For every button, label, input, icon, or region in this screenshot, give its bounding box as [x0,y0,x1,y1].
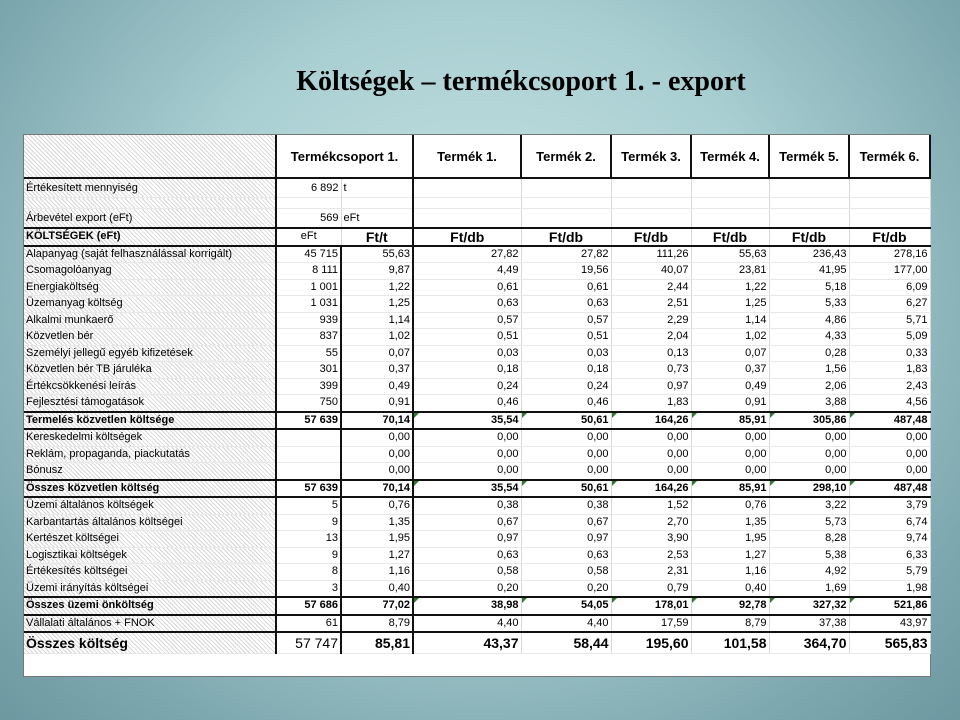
product-cost-cell: 2,06 [769,378,849,395]
product-cost-cell: 0,20 [413,580,521,597]
product-cost-cell: 2,70 [611,514,691,531]
product-cost-cell: 2,53 [611,547,691,564]
row-label: Üzemi irányítás költségei [24,580,276,597]
table-row [24,246,930,263]
product-cost-cell: 5,09 [849,329,930,346]
product-cost-cell: 0,00 [413,463,521,480]
volume-cell: 8 111 [276,263,341,280]
spacer-label [24,198,276,209]
header-row [24,135,930,178]
row-label: Logisztikai költségek [24,547,276,564]
table-row [24,279,930,296]
product-cost-cell: 85,91 [691,480,769,498]
header-corner [24,135,276,178]
product-cost-cell: 1,27 [691,547,769,564]
volume-cell: 57 686 [276,597,341,615]
group-cost-cell: 0,91 [341,395,413,412]
product-cost-cell: 2,31 [611,564,691,581]
product-cost-cell: 1,14 [691,312,769,329]
volume-cell [276,463,341,480]
group-cost-cell: 77,02 [341,597,413,615]
row-label: Termelés közvetlen költsége [24,412,276,430]
group-cost-cell: 0,00 [341,463,413,480]
product-cost-cell: 1,35 [691,514,769,531]
group-cost-cell: 0,76 [341,497,413,514]
table-row [24,345,930,362]
product-cost-cell: 0,49 [691,378,769,395]
volume-cell: 9 [276,547,341,564]
empty-cell [341,198,413,209]
product-cost-cell: 305,86 [769,412,849,430]
product-cost-cell: 3,88 [769,395,849,412]
product-cost-cell: 2,29 [611,312,691,329]
table-row [24,564,930,581]
group-cost-cell: 70,14 [341,412,413,430]
product-cost-cell: 9,74 [849,531,930,548]
product-header: Termék 6. [849,135,930,178]
table-row [24,412,930,430]
volume-cell: 939 [276,312,341,329]
product-cost-cell: 4,33 [769,329,849,346]
product-cost-cell: 0,00 [769,429,849,446]
product-cost-cell: 0,28 [769,345,849,362]
empty-cell [769,198,849,209]
product-cost-cell: 0,63 [521,296,611,313]
volume-cell: 13 [276,531,341,548]
empty-cell [521,198,611,209]
group-cost-cell: 1,25 [341,296,413,313]
product-cost-cell: 0,97 [521,531,611,548]
product-cost-cell: 40,07 [611,263,691,280]
row-label: Kertészet költségei [24,531,276,548]
product-cost-cell: 92,78 [691,597,769,615]
volume-cell: 301 [276,362,341,379]
row-label: Bónusz [24,463,276,480]
row-label: Vállalati általános + FNOK [24,615,276,633]
volume-cell: 61 [276,615,341,633]
product-cost-cell: 27,82 [521,246,611,263]
info-row [24,178,930,198]
table-row [24,597,930,615]
table-row [24,463,930,480]
product-cost-cell: 0,46 [413,395,521,412]
empty-cell [849,178,930,198]
product-cost-cell: 0,03 [521,345,611,362]
table-row [24,329,930,346]
group-cost-cell: 0,49 [341,378,413,395]
product-cost-cell: 5,71 [849,312,930,329]
product-cost-cell: 0,37 [691,362,769,379]
empty-cell [849,198,930,209]
product-cost-cell: 101,58 [691,632,769,654]
table-row [24,531,930,548]
row-label: Alkalmi munkaerő [24,312,276,329]
product-cost-cell: 298,10 [769,480,849,498]
product-cost-cell: 0,00 [849,446,930,463]
product-cost-cell: 19,56 [521,263,611,280]
product-cost-cell: 0,00 [769,446,849,463]
product-unit: Ft/db [691,228,769,246]
row-label: Értékesítés költségei [24,564,276,581]
table-row [24,480,930,498]
product-cost-cell: 54,05 [521,597,611,615]
group-cost-cell: 1,14 [341,312,413,329]
product-cost-cell: 1,98 [849,580,930,597]
product-cost-cell: 278,16 [849,246,930,263]
product-cost-cell: 0,58 [521,564,611,581]
product-cost-cell: 1,83 [611,395,691,412]
table-row [24,378,930,395]
product-cost-cell: 1,25 [691,296,769,313]
row-label: Csomagolóanyag [24,263,276,280]
product-cost-cell: 0,33 [849,345,930,362]
info-row [24,209,930,229]
product-cost-cell: 0,00 [413,446,521,463]
row-label: Üzemanyag költség [24,296,276,313]
product-cost-cell: 327,32 [769,597,849,615]
product-cost-cell: 0,91 [691,395,769,412]
product-cost-cell: 2,04 [611,329,691,346]
group-cost-cell: 9,87 [341,263,413,280]
product-cost-cell: 0,46 [521,395,611,412]
product-cost-cell: 0,13 [611,345,691,362]
product-cost-cell: 0,00 [521,429,611,446]
product-cost-cell: 27,82 [413,246,521,263]
product-cost-cell: 487,48 [849,412,930,430]
group-cost-cell: 70,14 [341,480,413,498]
volume-cell: 55 [276,345,341,362]
product-cost-cell: 5,38 [769,547,849,564]
product-cost-cell: 37,38 [769,615,849,633]
info-value: 569 [276,209,341,229]
slide-title: Költségek – termékcsoport 1. - export [296,66,746,97]
product-cost-cell: 178,01 [611,597,691,615]
group-cost-cell: 1,02 [341,329,413,346]
product-cost-cell: 41,95 [769,263,849,280]
product-cost-cell: 1,52 [611,497,691,514]
row-label: Kereskedelmi költségek [24,429,276,446]
product-cost-cell: 236,43 [769,246,849,263]
product-cost-cell: 0,51 [521,329,611,346]
product-cost-cell: 0,63 [413,547,521,564]
product-unit: Ft/db [769,228,849,246]
product-cost-cell: 111,26 [611,246,691,263]
product-cost-cell: 0,38 [521,497,611,514]
table-row [24,632,930,654]
product-cost-cell: 0,00 [611,429,691,446]
product-cost-cell: 0,63 [413,296,521,313]
volume-cell: 57 639 [276,412,341,430]
table-row [24,429,930,446]
product-cost-cell: 2,51 [611,296,691,313]
volume-cell: 399 [276,378,341,395]
table-row [24,312,930,329]
product-cost-cell: 5,33 [769,296,849,313]
row-label: Közvetlen bér TB járuléka [24,362,276,379]
group-cost-cell: 1,35 [341,514,413,531]
table-row [24,446,930,463]
empty-cell [413,198,521,209]
product-cost-cell: 0,18 [521,362,611,379]
product-cost-cell: 0,20 [521,580,611,597]
volume-cell: 57 747 [276,632,341,654]
product-header: Termék 5. [769,135,849,178]
product-cost-cell: 164,26 [611,412,691,430]
product-cost-cell: 0,67 [413,514,521,531]
product-cost-cell: 0,00 [849,429,930,446]
table-row [24,615,930,633]
product-cost-cell: 0,57 [521,312,611,329]
product-cost-cell: 3,90 [611,531,691,548]
product-cost-cell: 4,49 [413,263,521,280]
group-unit: Ft/t [341,228,413,246]
product-cost-cell: 43,97 [849,615,930,633]
group-cost-cell: 8,79 [341,615,413,633]
row-label: Üzemi általános költségek [24,497,276,514]
product-unit: Ft/db [849,228,930,246]
product-cost-cell: 0,00 [691,463,769,480]
volume-unit: eFt [276,228,341,246]
volume-cell: 3 [276,580,341,597]
info-label: Értékesített mennyiség [24,178,276,198]
empty-cell [611,198,691,209]
product-cost-cell: 6,74 [849,514,930,531]
product-cost-cell: 4,40 [521,615,611,633]
volume-cell: 45 715 [276,246,341,263]
table-body [24,135,930,654]
volume-cell: 8 [276,564,341,581]
product-cost-cell: 6,33 [849,547,930,564]
row-label: Alapanyag (saját felhasználással korrigált) [24,246,276,263]
product-cost-cell: 38,98 [413,597,521,615]
product-unit: Ft/db [413,228,521,246]
empty-cell [521,178,611,198]
product-cost-cell: 2,43 [849,378,930,395]
product-cost-cell: 1,56 [769,362,849,379]
units-label: KÖLTSÉGEK (eFt) [24,228,276,246]
group-header: Termékcsoport 1. [276,135,413,178]
product-cost-cell: 0,58 [413,564,521,581]
volume-cell: 9 [276,514,341,531]
group-cost-cell: 0,00 [341,429,413,446]
product-cost-cell: 0,00 [691,446,769,463]
group-cost-cell: 0,40 [341,580,413,597]
product-cost-cell: 0,76 [691,497,769,514]
product-cost-cell: 50,61 [521,480,611,498]
product-cost-cell: 0,00 [611,463,691,480]
row-label: Összes üzemi önköltség [24,597,276,615]
volume-cell: 1 001 [276,279,341,296]
product-cost-cell: 0,73 [611,362,691,379]
row-label: Összes költség [24,632,276,654]
row-label: Karbantartás általános költségei [24,514,276,531]
info-label: Árbevétel export (eFt) [24,209,276,229]
product-cost-cell: 0,24 [521,378,611,395]
group-cost-cell: 0,07 [341,345,413,362]
product-cost-cell: 5,79 [849,564,930,581]
volume-cell: 1 031 [276,296,341,313]
product-cost-cell: 3,79 [849,497,930,514]
table-row [24,514,930,531]
product-cost-cell: 43,37 [413,632,521,654]
product-cost-cell: 0,00 [849,463,930,480]
table-row [24,547,930,564]
product-cost-cell: 0,79 [611,580,691,597]
product-cost-cell: 177,00 [849,263,930,280]
product-cost-cell: 0,57 [413,312,521,329]
product-cost-cell: 487,48 [849,480,930,498]
group-cost-cell: 1,16 [341,564,413,581]
product-cost-cell: 364,70 [769,632,849,654]
empty-cell [611,209,691,229]
product-cost-cell: 565,83 [849,632,930,654]
product-cost-cell: 6,09 [849,279,930,296]
info-unit: t [341,178,413,198]
product-cost-cell: 5,18 [769,279,849,296]
product-cost-cell: 1,95 [691,531,769,548]
product-cost-cell: 1,02 [691,329,769,346]
product-cost-cell: 35,54 [413,412,521,430]
product-cost-cell: 3,22 [769,497,849,514]
empty-cell [691,209,769,229]
product-cost-cell: 0,00 [521,446,611,463]
product-cost-cell: 0,63 [521,547,611,564]
volume-cell: 5 [276,497,341,514]
row-label: Reklám, propaganda, piackutatás [24,446,276,463]
group-cost-cell: 0,00 [341,446,413,463]
volume-cell [276,429,341,446]
volume-cell [276,446,341,463]
empty-cell [769,209,849,229]
product-cost-cell: 4,40 [413,615,521,633]
product-cost-cell: 2,44 [611,279,691,296]
empty-cell [413,178,521,198]
product-cost-cell: 0,61 [413,279,521,296]
product-cost-cell: 85,91 [691,412,769,430]
product-cost-cell: 0,00 [611,446,691,463]
product-cost-cell: 35,54 [413,480,521,498]
group-cost-cell: 1,22 [341,279,413,296]
product-header: Termék 1. [413,135,521,178]
product-cost-cell: 4,92 [769,564,849,581]
volume-cell: 837 [276,329,341,346]
product-cost-cell: 1,69 [769,580,849,597]
empty-cell [691,198,769,209]
empty-cell [849,209,930,229]
volume-cell: 57 639 [276,480,341,498]
product-cost-cell: 0,67 [521,514,611,531]
product-header: Termék 4. [691,135,769,178]
product-cost-cell: 50,61 [521,412,611,430]
product-cost-cell: 23,81 [691,263,769,280]
product-cost-cell: 0,00 [413,429,521,446]
product-header: Termék 3. [611,135,691,178]
group-cost-cell: 85,81 [341,632,413,654]
empty-cell [276,198,341,209]
group-cost-cell: 0,37 [341,362,413,379]
cost-table [24,135,931,654]
product-cost-cell: 0,97 [611,378,691,395]
product-cost-cell: 6,27 [849,296,930,313]
cost-spreadsheet [23,134,931,677]
table-row [24,263,930,280]
product-cost-cell: 0,07 [691,345,769,362]
product-cost-cell: 1,16 [691,564,769,581]
product-cost-cell: 0,97 [413,531,521,548]
product-cost-cell: 0,18 [413,362,521,379]
product-cost-cell: 0,00 [769,463,849,480]
product-cost-cell: 0,00 [521,463,611,480]
product-cost-cell: 0,61 [521,279,611,296]
volume-cell: 750 [276,395,341,412]
product-cost-cell: 4,86 [769,312,849,329]
row-label: Értékcsökkenési leírás [24,378,276,395]
product-cost-cell: 0,24 [413,378,521,395]
row-label: Közvetlen bér [24,329,276,346]
product-unit: Ft/db [521,228,611,246]
table-row [24,362,930,379]
product-cost-cell: 58,44 [521,632,611,654]
product-cost-cell: 8,28 [769,531,849,548]
product-header: Termék 2. [521,135,611,178]
spacer-row [24,198,930,209]
info-unit: eFt [341,209,413,229]
product-cost-cell: 5,73 [769,514,849,531]
empty-cell [611,178,691,198]
empty-cell [521,209,611,229]
row-label: Fejlesztési támogatások [24,395,276,412]
product-cost-cell: 0,51 [413,329,521,346]
product-cost-cell: 17,59 [611,615,691,633]
product-cost-cell: 1,83 [849,362,930,379]
product-cost-cell: 1,22 [691,279,769,296]
product-cost-cell: 164,26 [611,480,691,498]
product-cost-cell: 8,79 [691,615,769,633]
product-cost-cell: 0,00 [691,429,769,446]
empty-cell [769,178,849,198]
table-row [24,395,930,412]
group-cost-cell: 1,27 [341,547,413,564]
row-label: Összes közvetlen költség [24,480,276,498]
table-row [24,580,930,597]
info-value: 6 892 [276,178,341,198]
product-cost-cell: 0,03 [413,345,521,362]
product-cost-cell: 521,86 [849,597,930,615]
product-cost-cell: 195,60 [611,632,691,654]
group-cost-cell: 55,63 [341,246,413,263]
empty-cell [413,209,521,229]
product-cost-cell: 0,38 [413,497,521,514]
product-cost-cell: 0,40 [691,580,769,597]
product-cost-cell: 55,63 [691,246,769,263]
group-cost-cell: 1,95 [341,531,413,548]
row-label: Energiaköltség [24,279,276,296]
product-unit: Ft/db [611,228,691,246]
table-row [24,296,930,313]
product-cost-cell: 4,56 [849,395,930,412]
row-label: Személyi jellegű egyéb kifizetések [24,345,276,362]
units-row [24,228,930,246]
empty-cell [691,178,769,198]
table-row [24,497,930,514]
